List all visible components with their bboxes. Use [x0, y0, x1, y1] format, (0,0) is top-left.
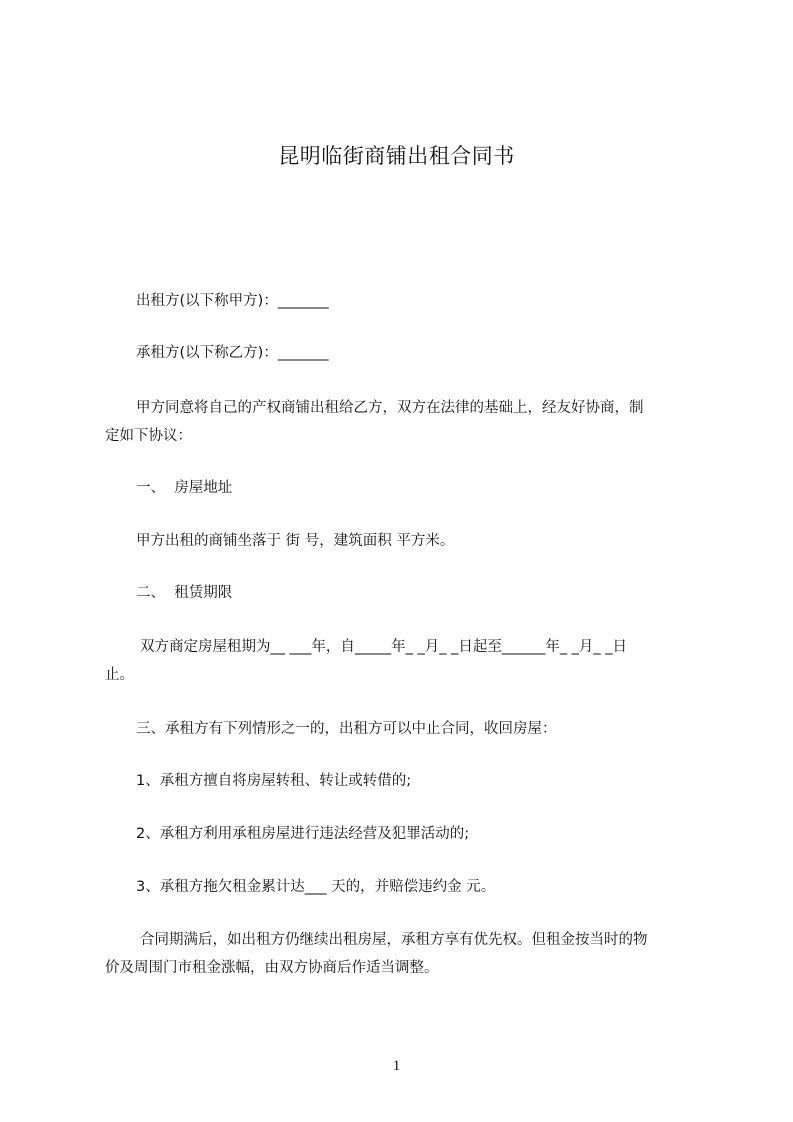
intro-paragraph-line-1: 甲方同意将自己的产权商铺出租给乙方，双方在法律的基础上，经友好协商，制 [136, 400, 644, 416]
document-title: 昆明临街商铺出租合同书 [278, 144, 515, 168]
section-2-body-line-2: 止。 [105, 667, 134, 683]
section-1-body: 甲方出租的商铺坐落于 街 号，建筑面积 平方米。 [136, 533, 455, 549]
lessee-line: 承租方(以下称乙方)：_______ [136, 345, 329, 361]
section-3-item-3: 3、承租方拖欠租金累计达___ 天的，并赔偿违约金 元。 [136, 879, 496, 895]
lessor-line: 出租方(以下称甲方)：_______ [136, 293, 329, 309]
section-3-item-2: 2、承租方利用承租房屋进行违法经营及犯罪活动的; [136, 826, 470, 842]
section-2-body-line-1: 双方商定房屋租期为__ ___年，自_____年_ _月_ _日起至______年_ _月_ _日 [140, 639, 628, 655]
section-3-heading: 三、承租方有下列情形之一的，出租方可以中止合同，收回房屋： [136, 721, 557, 737]
page-number: 1 [392, 1058, 401, 1074]
section-1-heading: 一、 房屋地址 [136, 480, 233, 496]
renewal-paragraph-line-2: 价及周围门市租金涨幅，由双方协商后作适当调整。 [105, 960, 439, 976]
intro-paragraph-line-2: 定如下协议： [105, 428, 192, 444]
section-2-heading: 二、 租赁期限 [136, 585, 233, 601]
section-3-item-1: 1、承租方擅自将房屋转租、转让或转借的; [136, 773, 412, 789]
renewal-paragraph-line-1: 合同期满后，如出租方仍继续出租房屋，承租方享有优先权。但租金按当时的物 [140, 932, 648, 948]
